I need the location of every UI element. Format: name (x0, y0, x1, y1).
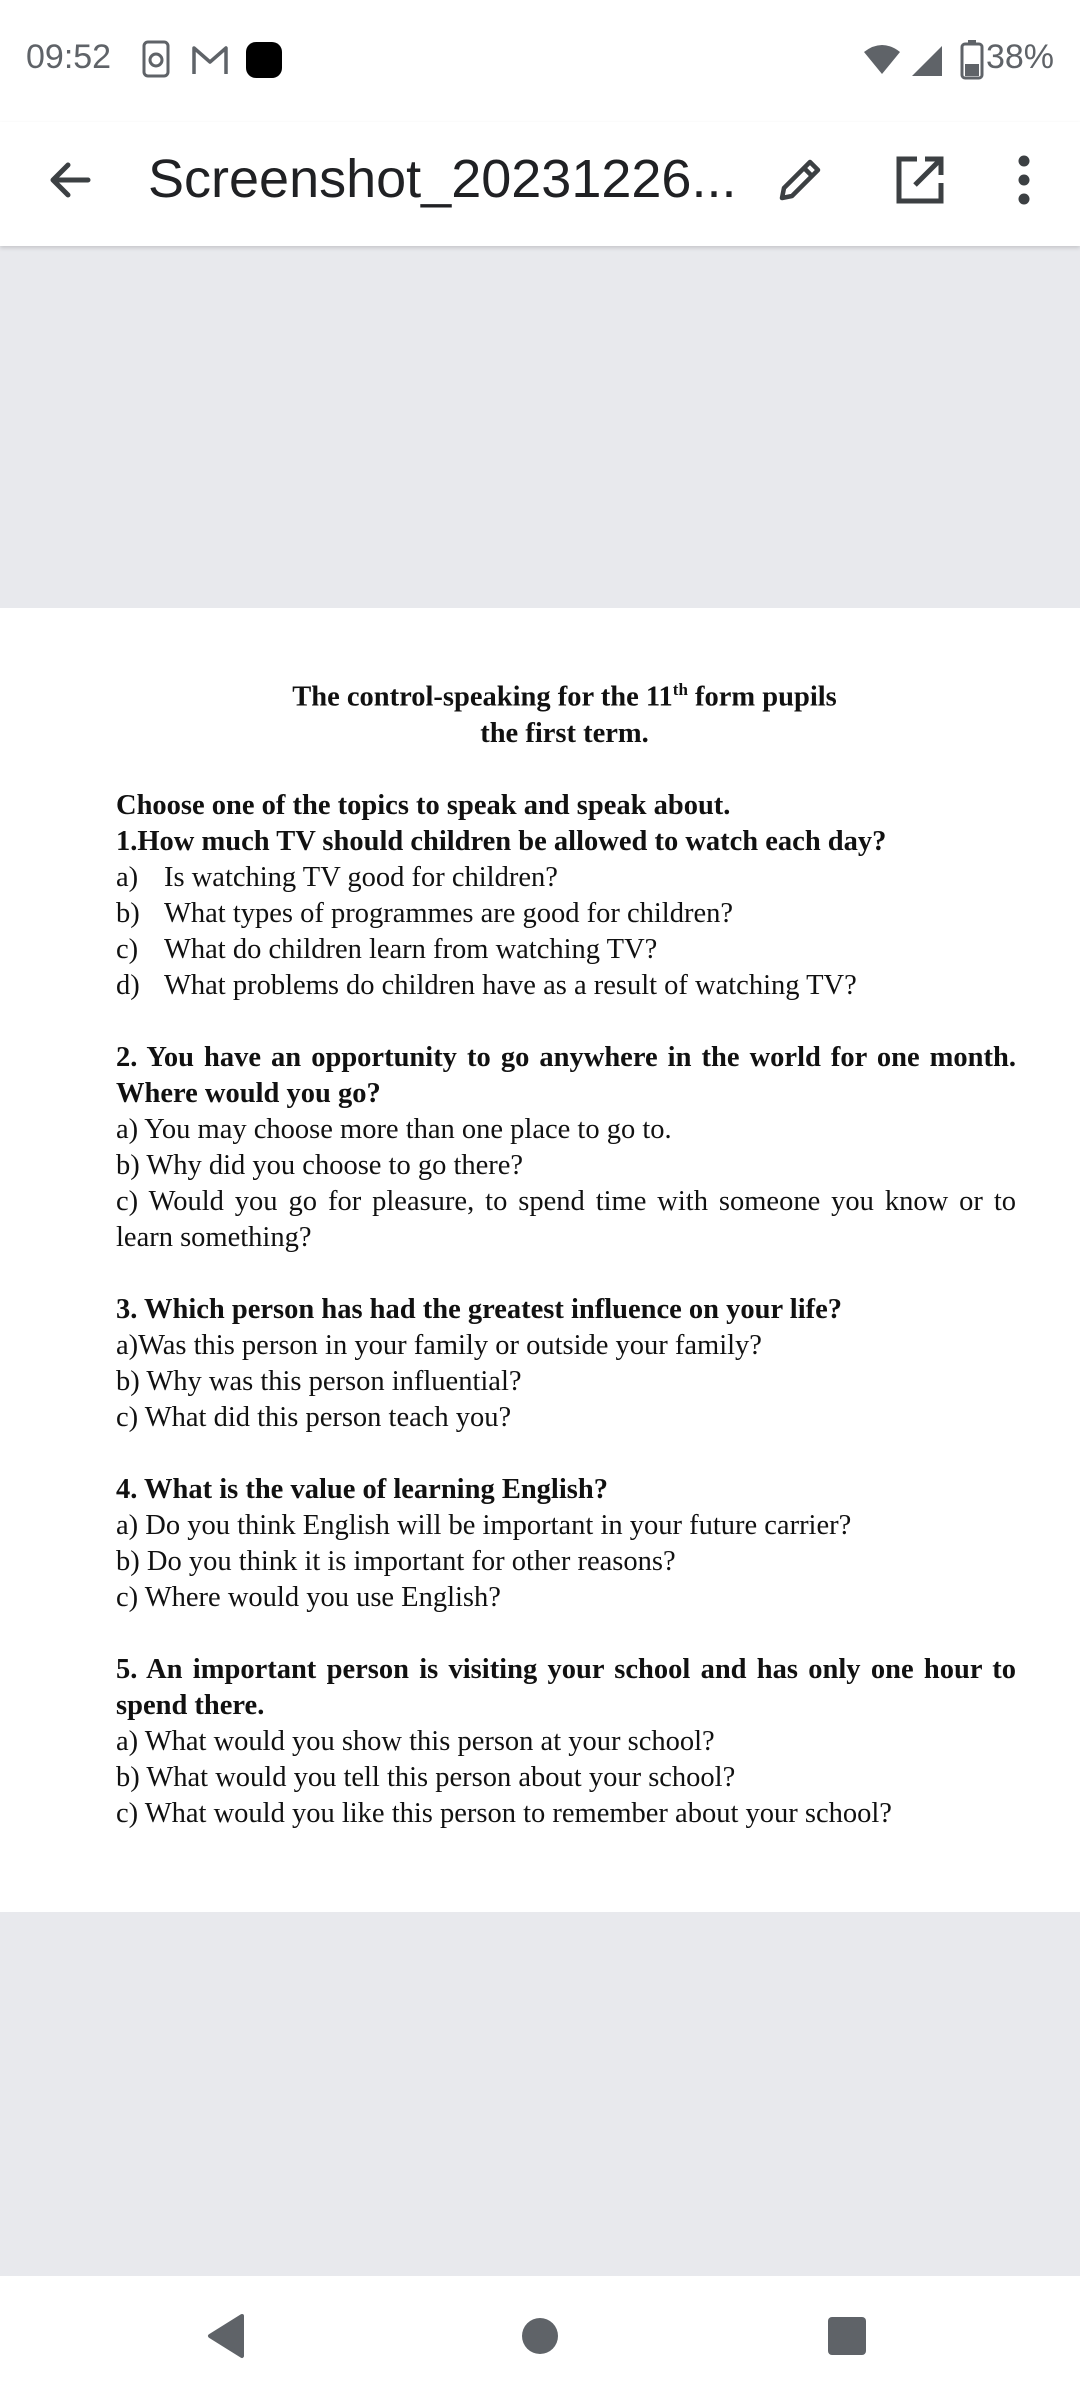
q1-item: c) What do children learn from watching TV? (116, 933, 658, 965)
q5-heading: 5. An important person is visiting your school and has only one hour to spend there. (116, 1653, 1016, 1721)
notification-dot-icon (244, 40, 284, 85)
doc-title-line2: the first term. (480, 717, 649, 749)
sync-icon (140, 40, 174, 85)
q5-item: a) What would you show this person at your school? (116, 1725, 715, 1757)
q2-item: a) You may choose more than one place to go to. (116, 1113, 672, 1145)
q1-item: b) What types of programmes are good for children? (116, 897, 733, 929)
battery-icon (960, 40, 984, 85)
recents-square-icon (826, 2315, 868, 2362)
doc-title-line1: The control-speaking for the 11th form pupils (292, 680, 837, 713)
edit-button[interactable] (760, 142, 840, 222)
nav-recents-button[interactable] (815, 2306, 879, 2370)
q2-item: c) Would you go for pleasure, to spend time with someone you know or to learn something? (116, 1185, 1016, 1253)
more-options-button[interactable] (984, 142, 1064, 222)
edit-pencil-icon (774, 154, 826, 211)
q5-item: c) What would you like this person to remember about your school? (116, 1797, 892, 1829)
q2-heading: 2. You have an opportunity to go anywhere in the world for one month. Where would you go? (116, 1041, 1016, 1109)
q1-item: d) What problems do children have as a result of watching TV? (116, 969, 857, 1001)
file-title: Screenshot_20231226... (148, 149, 737, 209)
q5-item: b) What would you tell this person about your school? (116, 1761, 736, 1793)
nav-back-button[interactable] (194, 2306, 258, 2370)
q3-item: c) What did this person teach you? (116, 1401, 512, 1433)
back-button[interactable] (30, 142, 110, 222)
home-circle-icon (520, 2316, 560, 2361)
doc-intro: Choose one of the topics to speak and speak about. (116, 789, 731, 821)
q4-heading: 4. What is the value of learning English? (116, 1473, 608, 1505)
q4-item: b) Do you think it is important for other reasons? (116, 1545, 676, 1577)
gmail-icon (190, 40, 230, 85)
arrow-left-icon (46, 156, 94, 209)
app-bar (0, 122, 1080, 246)
battery-percentage: 38% (985, 38, 1054, 76)
document-content (116, 672, 1016, 1832)
status-bar (0, 0, 1080, 122)
wifi-icon (862, 40, 902, 85)
q4-item: c) Where would you use English? (116, 1581, 501, 1613)
q3-heading: 3. Which person has had the greatest influence on your life? (116, 1293, 842, 1325)
nav-home-button[interactable] (508, 2306, 572, 2370)
navigation-bar (0, 2276, 1080, 2400)
document-page[interactable] (0, 608, 1080, 1912)
status-time: 09:52 (26, 38, 112, 76)
open-external-button[interactable] (880, 142, 960, 222)
q3-item: b) Why was this person influential? (116, 1365, 522, 1397)
q4-item: a) Do you think English will be important in your future carrier? (116, 1509, 852, 1541)
cellular-signal-icon (910, 40, 946, 85)
back-triangle-icon (204, 2312, 248, 2365)
more-vertical-icon (1014, 153, 1034, 212)
q3-item: a)Was this person in your family or outside your family? (116, 1329, 762, 1361)
q2-item: b) Why did you choose to go there? (116, 1149, 524, 1181)
q1-item: a) Is watching TV good for children? (116, 861, 558, 893)
open-external-icon (893, 153, 947, 212)
q1-heading: 1.How much TV should children be allowed to watch each day? (116, 825, 887, 857)
